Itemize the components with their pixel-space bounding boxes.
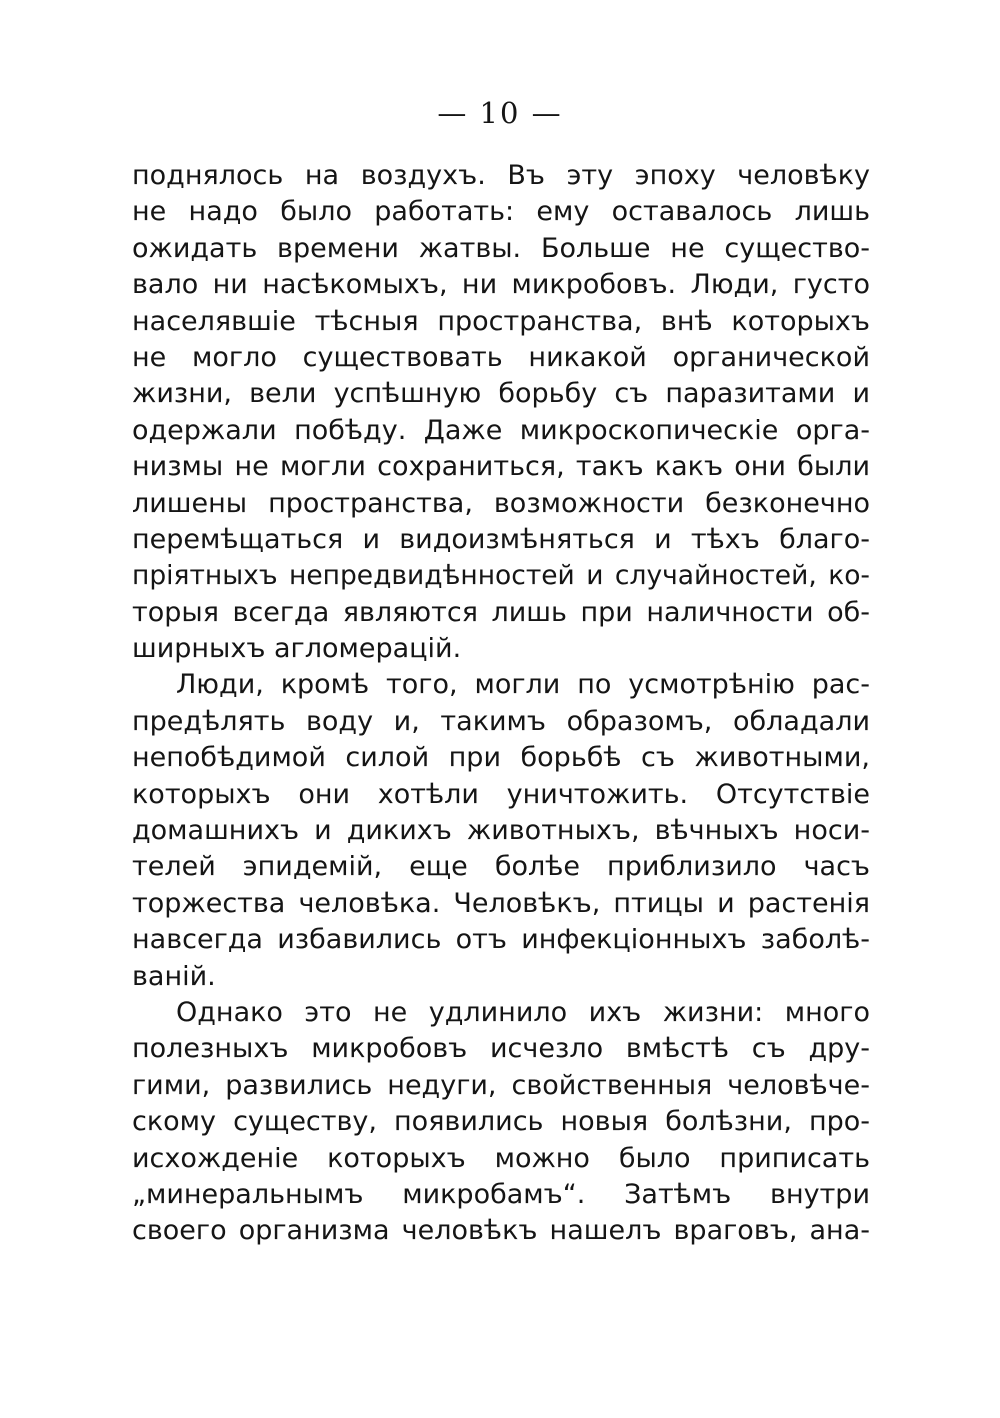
text-line: торжества человѣка. Человѣкъ, птицы и растенія xyxy=(132,887,870,919)
text-line: домашнихъ и дикихъ животныхъ, вѣчныхъ носи- xyxy=(132,815,870,847)
text-line: Люди, кромѣ того, могли по усмотрѣнію рас- xyxy=(176,669,870,701)
text-line: ваній. xyxy=(132,960,216,992)
text-line: населявшіе тѣсныя пространства, внѣ которыхъ xyxy=(132,305,870,337)
text-line: не надо было работать: ему оставалось лишь xyxy=(132,196,870,228)
body-text xyxy=(132,158,870,1250)
text-line: своего организма человѣкъ нашелъ враговъ, ана- xyxy=(132,1215,870,1247)
text-line: пріятныхъ непредвидѣнностей и случайностей, ко- xyxy=(132,560,870,592)
text-line: поднялось на воздухъ. Въ эту эпоху человѣку xyxy=(132,160,870,191)
text-line: лишены пространства, возможности безконечно xyxy=(132,487,870,519)
text-line: полезныхъ микробовъ исчезло вмѣстѣ съ дру- xyxy=(132,1033,870,1065)
text-line: которыхъ они хотѣли уничтожить. Отсутствіе xyxy=(132,778,870,810)
text-line: гими, развились недуги, свойственныя человѣче- xyxy=(132,1069,870,1101)
text-line: предѣлять воду и, такимъ образомъ, обладали xyxy=(132,705,870,737)
paragraph-3 xyxy=(132,995,870,1250)
text-line: перемѣщаться и видоизмѣняться и тѣхъ благо- xyxy=(132,523,870,555)
text-line: навсегда избавились отъ инфекціонныхъ заболѣ- xyxy=(132,924,870,956)
text-line: телей эпидемій, еще болѣе приблизило часъ xyxy=(132,851,870,883)
text-line: ширныхъ агломерацій. xyxy=(132,633,462,665)
text-line: вало ни насѣкомыхъ, ни микробовъ. Люди, густо xyxy=(132,269,870,301)
paragraph-2 xyxy=(132,667,870,995)
text-line: низмы не могли сохраниться, такъ какъ они были xyxy=(132,451,870,483)
text-line: не могло существовать никакой органической xyxy=(132,341,870,373)
text-line: исхожденіе которыхъ можно было приписать xyxy=(132,1142,870,1174)
text-line: торыя всегда являются лишь при наличности об- xyxy=(132,596,870,628)
text-line: Однако это не удлинило ихъ жизни: много xyxy=(176,996,870,1028)
text-line: „минеральнымъ микробамъ“. Затѣмъ внутри xyxy=(132,1178,870,1210)
text-line: жизни, вели успѣшную борьбу съ паразитами и xyxy=(132,378,870,410)
text-line: одержали побѣду. Даже микроскопическіе орга- xyxy=(132,414,870,446)
paragraph-1 xyxy=(132,158,870,667)
text-line: скому существу, появились новыя болѣзни, про- xyxy=(132,1106,870,1138)
text-line: непобѣдимой силой при борьбѣ съ животными, xyxy=(132,742,870,774)
text-line: ожидать времени жатвы. Больше не существо- xyxy=(132,232,870,264)
page-number: — 10 — xyxy=(437,96,563,130)
